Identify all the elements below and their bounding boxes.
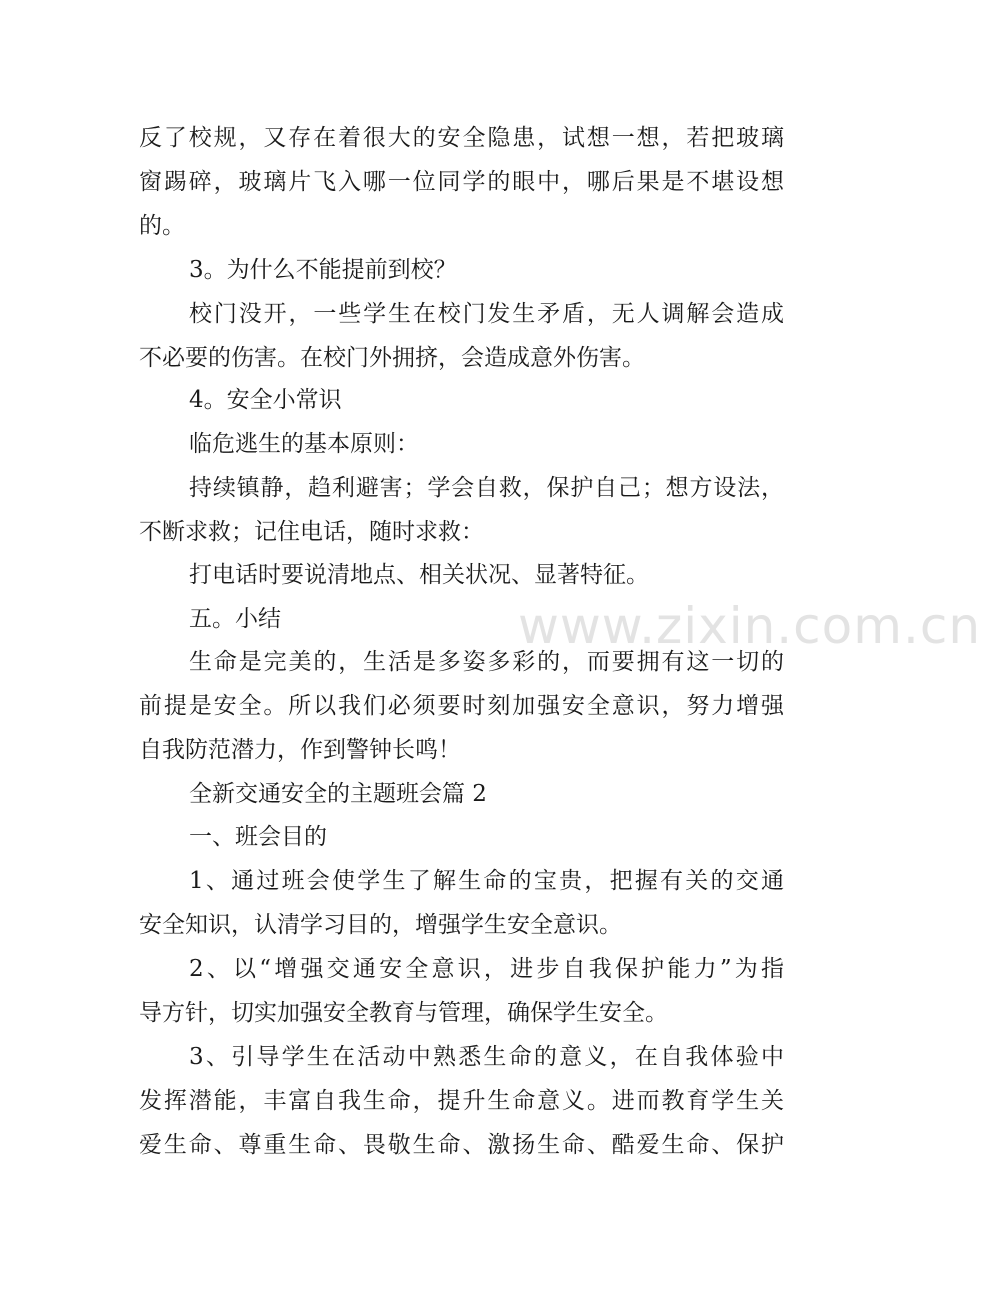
text-line: 3、引导学生在活动中熟悉生命的意义，在自我体验中 [189, 1044, 784, 1070]
watermark: www.zixin.com.cn [518, 597, 981, 655]
section-heading: 4。安全小常识 [189, 387, 342, 413]
text-line: 发挥潜能，丰富自我生命，提升生命意义。进而教育学生关 [139, 1088, 784, 1114]
text-line: 的。 [139, 213, 185, 239]
text-line: 窗踢碎，玻璃片飞入哪一位同学的眼中，哪后果是不堪设想 [139, 169, 784, 195]
section-heading: 3。为什么不能提前到校？ [189, 257, 457, 283]
text-line: 不断求救；记住电话，随时求救： [139, 519, 484, 545]
text-line: 不必要的伤害。在校门外拥挤，会造成意外伤害。 [139, 345, 645, 371]
text-line: 打电话时要说清地点、相关状况、显著特征。 [189, 562, 649, 588]
text-line: 校门没开，一些学生在校门发生矛盾，无人调解会造成 [189, 301, 784, 327]
text-line: 1、通过班会使学生了解生命的宝贵，把握有关的交通 [189, 868, 784, 894]
text-line: 导方针，切实加强安全教育与管理，确保学生安全。 [139, 1000, 668, 1026]
section-heading: 五。小结 [189, 606, 281, 632]
section-title: 全新交通安全的主题班会篇 2 [189, 781, 487, 807]
text-line: 反了校规，又存在着很大的安全隐患，试想一想，若把玻璃 [139, 125, 784, 151]
text-line: 持续镇静，趋利避害；学会自救，保护自己；想方设法， [189, 475, 784, 501]
text-line: 2、以“增强交通安全意识，进步自我保护能力”为指 [189, 956, 784, 982]
text-line: 临危逃生的基本原则： [189, 431, 419, 457]
section-heading: 一、班会目的 [189, 824, 327, 850]
text-line: 自我防范潜力，作到警钟长鸣！ [139, 737, 461, 763]
text-line: 生命是完美的，生活是多姿多彩的，而要拥有这一切的 [189, 649, 784, 675]
text-line: 安全知识，认清学习目的，增强学生安全意识。 [139, 912, 622, 938]
text-line: 爱生命、尊重生命、畏敬生命、激扬生命、酷爱生命、保护 [139, 1132, 784, 1158]
text-line: 前提是安全。所以我们必须要时刻加强安全意识，努力增强 [139, 693, 784, 719]
